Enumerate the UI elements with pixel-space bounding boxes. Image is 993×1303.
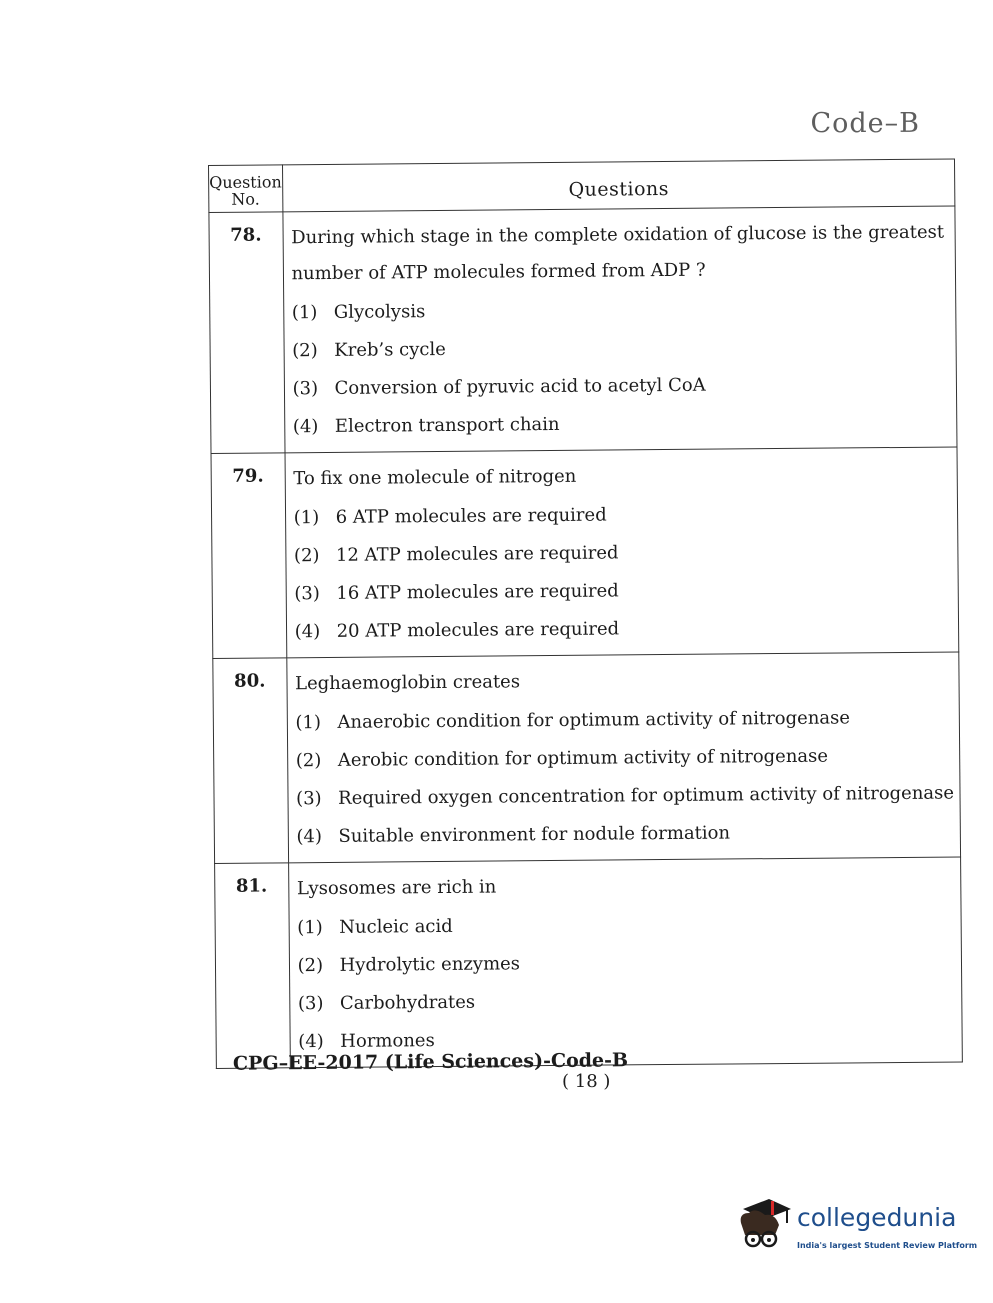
paper-code-label: Code–B: [810, 108, 920, 139]
column-header-question-no: Question No.: [209, 165, 283, 213]
brand-name: collegedunia: [797, 1203, 957, 1232]
question-stem: Lysosomes are rich in: [296, 876, 497, 900]
brand-logo: [735, 1195, 978, 1265]
option-number: (4): [292, 416, 319, 438]
option-text: Required oxygen concentration for optimum activity of nitrogenase: [338, 782, 955, 809]
brand-tagline: India's largest Student Review Platform: [797, 1241, 978, 1250]
option-number: (3): [297, 993, 324, 1015]
column-header-questions: Questions: [282, 159, 955, 212]
option-number: (1): [295, 712, 322, 734]
question-row: [215, 857, 963, 1069]
option-text: 16 ATP molecules are required: [336, 580, 619, 604]
option-number: (1): [291, 302, 318, 324]
question-stem: Leghaemoglobin creates: [295, 671, 521, 695]
option: [297, 942, 955, 986]
option-text: 20 ATP molecules are required: [336, 618, 620, 642]
option: [292, 327, 950, 371]
option-text: Carbohydrates: [339, 991, 476, 1014]
question-row: [213, 652, 961, 864]
option-text: Hydrolytic enzymes: [339, 953, 521, 976]
option-number: (2): [293, 545, 320, 567]
option-number: (1): [297, 917, 323, 939]
option-text: Glycolysis: [333, 301, 426, 323]
option-number: (2): [297, 955, 324, 977]
mascot-icon: [735, 1195, 795, 1255]
option-text: 6 ATP molecules are required: [335, 504, 607, 528]
option: [294, 532, 952, 576]
option-text: Kreb’s cycle: [334, 338, 446, 361]
option-number: (3): [294, 583, 320, 605]
option: [295, 608, 953, 652]
option-number: (2): [295, 750, 322, 772]
option: [293, 403, 951, 447]
option-number: (3): [292, 378, 319, 400]
question-row: [209, 206, 958, 454]
page-number: ( 18 ): [562, 1071, 611, 1092]
option: [296, 813, 954, 857]
question-number: 78.: [209, 212, 285, 454]
option-number: (4): [298, 1031, 324, 1053]
option-number: (4): [296, 826, 323, 848]
question-table: [208, 158, 963, 1068]
option: [297, 904, 955, 948]
option: [295, 699, 953, 743]
question-stem: During which stage in the complete oxidation of glucose is the greatest number of ATP molecules formed from ADP ?: [291, 221, 945, 285]
option: [294, 570, 952, 614]
option-text: Nucleic acid: [339, 915, 453, 938]
option: [298, 980, 956, 1024]
option: [292, 289, 950, 333]
option: [292, 365, 950, 409]
footer-paper-code: CPG–EE-2017 (Life Sciences)-Code-B: [232, 1049, 629, 1075]
option-text: Anaerobic condition for optimum activity of nitrogenase: [337, 707, 851, 733]
option: [296, 737, 954, 781]
option-text: 12 ATP molecules are required: [335, 542, 619, 566]
question-number: 81.: [215, 863, 290, 1069]
option-text: Hormones: [340, 1030, 435, 1052]
option-number: (1): [293, 507, 320, 529]
question-number: 80.: [213, 658, 288, 864]
option-number: (3): [296, 788, 322, 810]
option: [294, 494, 952, 538]
option-text: Conversion of pyruvic acid to acetyl CoA: [334, 374, 706, 399]
option-number: (2): [292, 340, 318, 362]
option-number: (4): [294, 621, 321, 643]
question-number: 79.: [211, 453, 286, 659]
question-stem: To fix one molecule of nitrogen: [293, 465, 577, 490]
option-text: Aerobic condition for optimum activity of nitrogenase: [337, 745, 829, 771]
question-row: [211, 447, 959, 659]
option: [296, 775, 954, 819]
option-text: Suitable environment for nodule formation: [338, 822, 731, 847]
option-text: Electron transport chain: [334, 413, 560, 437]
